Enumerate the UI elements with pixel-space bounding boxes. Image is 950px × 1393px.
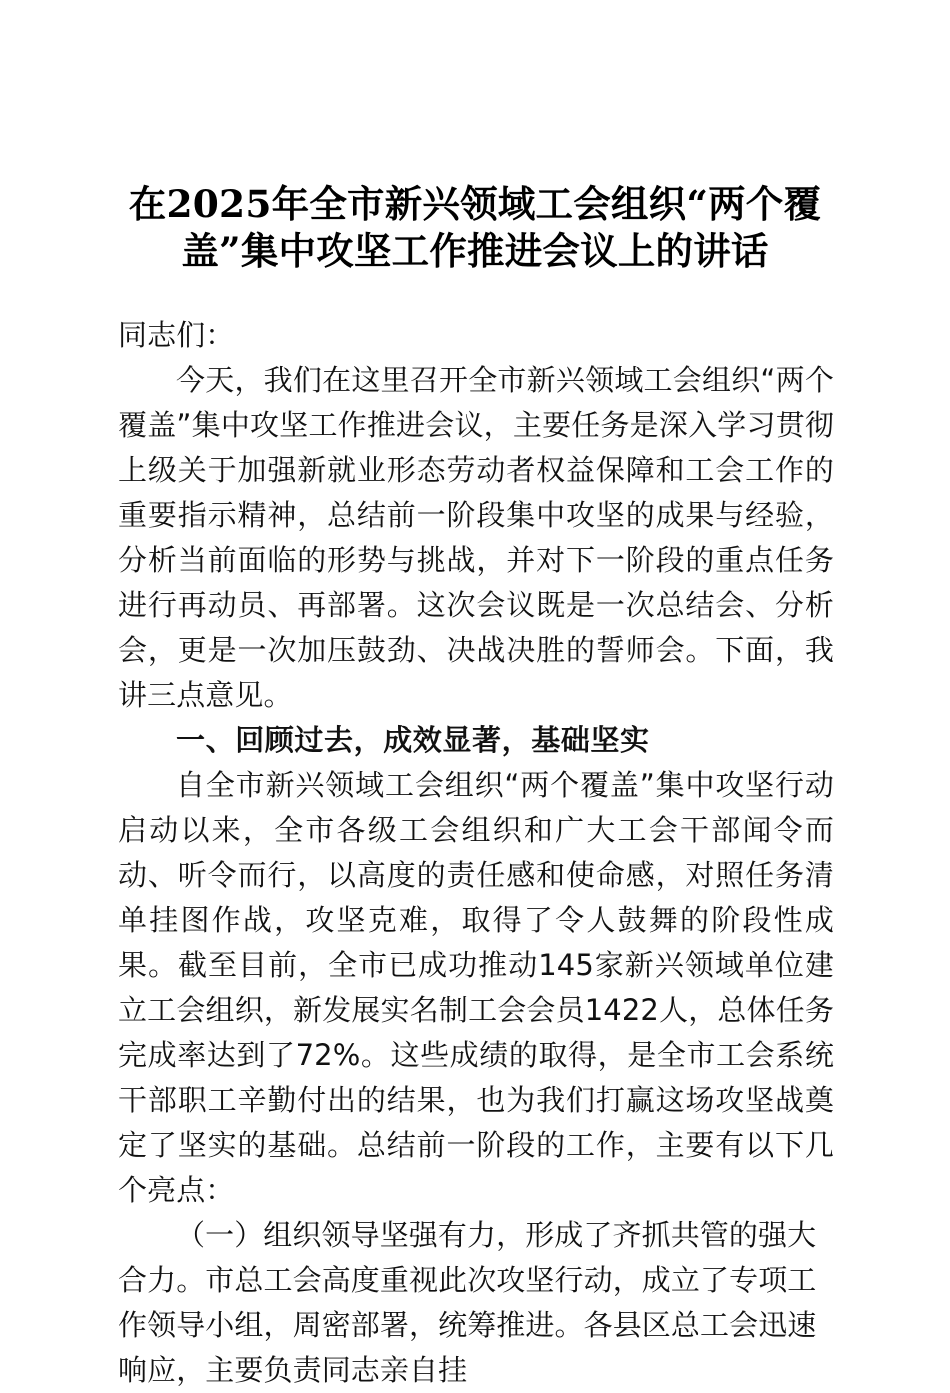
subsection-one-one-paragraph: （一）组织领导坚强有力，形成了齐抓共管的强大合力。市总工会高度重视此次攻坚行动，成立了专项工作领导小组，周密部署，统筹推进。各县区总工会迅速响应，主要负责同志亲自挂 [118, 1218, 817, 1387]
section-heading-one: 一、回顾过去，成效显著，基础坚实 [176, 723, 650, 757]
document-title: 在2025年全市新兴领域工会组织“两个覆盖”集中攻坚工作推进会议上的讲话 [128, 182, 822, 273]
salutation-line: 同志们： [118, 318, 235, 352]
opening-paragraph: 今天，我们在这里召开全市新兴领域工会组织“两个覆盖”集中攻坚工作推进会议，主要任务是深入学习贯彻上级关于加强新就业形态劳动者权益保障和工会工作的重要指示精神，总结前一阶段集中攻坚的成果与经验，分析当前面临的形势与挑战，并对下一阶段的重点任务进行再动员、再部署。这次会议既是一次总结会、分析会，更是一次加压鼓劲、决战决胜的誓师会。下面，我讲三点意见。 [118, 363, 834, 712]
document-body [118, 313, 834, 1393]
section-one-body-paragraph: 自全市新兴领域工会组织“两个覆盖”集中攻坚行动启动以来，全市各级工会组织和广大工会干部闻令而动、听令而行，以高度的责任感和使命感，对照任务清单挂图作战，攻坚克难，取得了令人鼓舞的阶段性成果。截至目前，全市已成功推动145家新兴领域单位建立工会组织，新发展实名制工会会员1422人，总体任务完成率达到了72%。这些成绩的取得，是全市工会系统干部职工辛勤付出的结果，也为我们打赢这场攻坚战奠定了坚实的基础。总结前一阶段的工作，主要有以下几个亮点： [118, 768, 834, 1207]
